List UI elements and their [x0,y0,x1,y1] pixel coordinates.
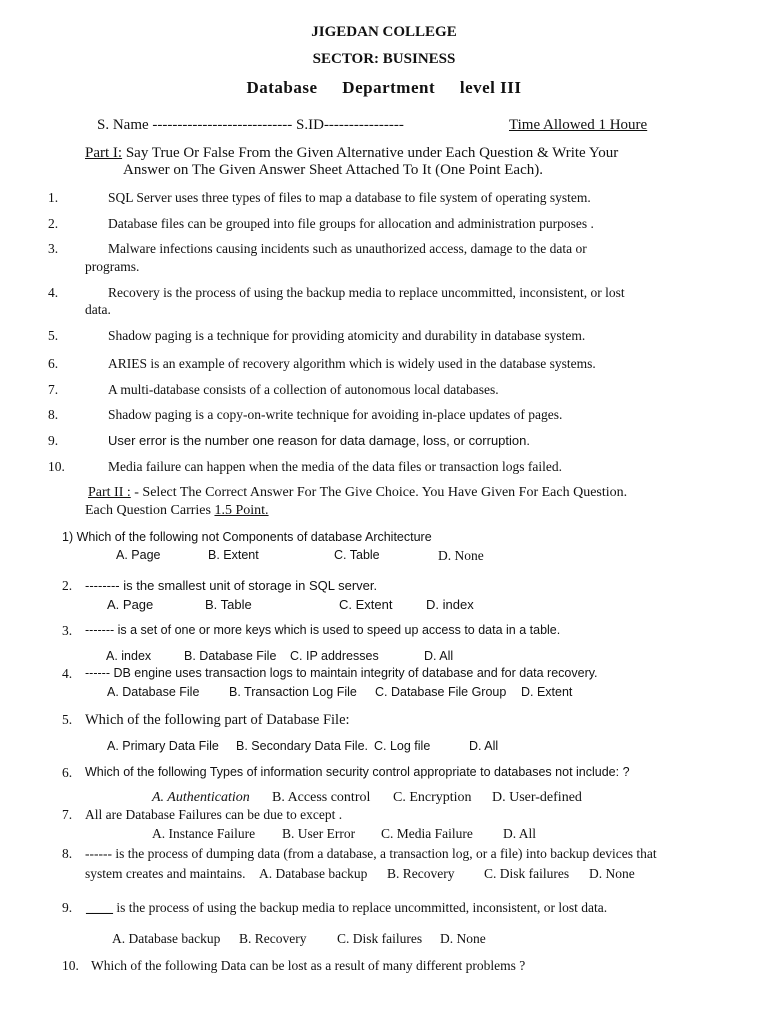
dept-word-level: level III [459,78,522,97]
question-4-text: ------ DB engine uses transaction logs to maintain integrity of database and for data recovery. [85,666,598,680]
question-text: Which of the following not Components of database Architecture [76,530,432,544]
question-text: is the process of using the backup media to replace uncommitted, inconsistent, or lost data. [113,900,608,915]
option-d: D. index [426,597,474,612]
option-d: D. All [503,826,537,841]
part2-instructions-line1 [88,485,627,501]
part1-instruction-text: Say True Or False From the Given Alternative under Each Question & Write Your [122,145,619,161]
list-item-text: Recovery is the process of using the backup media to replace uncommitted, inconsistent, or lost [108,285,625,300]
question-8-text: ------ is the process of dumping data (from a database, a transaction log, or a file) into backup devices that [85,846,657,861]
dept-word-department: Department [342,78,436,97]
item-number: 1. [48,190,59,205]
option-b: B. Access control [272,790,371,805]
option-d: D. All [424,649,454,663]
answer-blank: ____ [86,900,113,915]
option-b: B. Recovery [239,931,307,946]
option-c: C. Disk failures [337,931,423,946]
college-name: JIGEDAN COLLEGE [311,24,457,40]
option-a: A. Database File [107,685,200,699]
question-number: 10. [62,958,79,973]
option-c: C. Table [334,548,380,562]
list-item-text: Media failure can happen when the media of the data files or transaction logs failed. [108,459,562,474]
item-number: 9. [48,433,59,448]
list-item-text: Shadow paging is a copy-on-write technique for avoiding in-place updates of pages. [108,407,563,422]
part1-instructions-line1 [85,145,618,162]
question-number: 5. [62,712,73,727]
item-number: 7. [48,382,59,397]
list-item-text: SQL Server uses three types of files to map a database to file system of operating system. [108,190,591,205]
list-item-text: ARIES is an example of recovery algorithm which is widely used in the database systems. [108,356,596,371]
question-number: 7. [62,807,73,822]
option-d: D. User-defined [492,790,582,805]
question-5-text: Which of the following part of Database File: [85,712,350,728]
option-a: A. Instance Failure [152,826,256,841]
item-number: 6. [48,356,59,371]
question-10-text: Which of the following Data can be lost as a result of many different problems ? [91,958,526,973]
option-a: A. Page [107,597,154,612]
question-number: 3. [62,623,73,638]
list-item-text: A multi-database consists of a collection of autonomous local databases. [108,382,499,397]
option-c: C. Database File Group [375,685,507,699]
question-number: 6. [62,765,73,780]
question-1 [62,530,432,544]
option-c: C. Media Failure [381,826,473,841]
question-2-text: -------- is the smallest unit of storage in SQL server. [85,578,378,593]
option-a: A. Primary Data File [107,739,219,753]
item-number: 4. [48,285,59,300]
list-item-text-cont: data. [85,302,111,317]
option-d: D. All [469,739,499,753]
option-a: A. Database backup [259,866,368,881]
student-name-id-line: S. Name ---------------------------- S.ID---------------- [97,117,404,133]
item-number: 3. [48,241,59,256]
option-b: B. Recovery [387,866,455,881]
option-d: D. Extent [521,685,573,699]
part2-instruction-text: - Select The Correct Answer For The Give Choice. You Have Given For Each Question. [130,485,628,500]
option-d: D. None [589,866,635,881]
department-line [0,78,768,98]
list-item-text: User error is the number one reason for data damage, loss, or corruption. [108,433,530,448]
points-value: 1.5 Point. [214,503,269,518]
item-number: 2. [48,216,59,231]
option-b: B. Extent [208,548,259,562]
option-c: C. IP addresses [290,649,379,663]
list-item-text: Malware infections causing incidents such as unauthorized access, damage to the data or [108,241,587,256]
option-b: B. Database File [184,649,277,663]
option-a: A. Database backup [112,931,221,946]
list-item-text-cont: programs. [85,259,140,274]
question-9-text [86,900,607,916]
option-b: B. User Error [282,826,356,841]
item-number: 8. [48,407,59,422]
option-a: A. Authentication [152,790,250,805]
question-8-text-cont: system creates and maintains. [85,866,246,881]
option-d: D. None [440,931,486,946]
dept-word-database: Database [246,78,318,97]
question-7-text: All are Database Failures can be due to except . [85,807,343,822]
question-number: 1) [62,530,74,544]
time-allowed: Time Allowed 1 Houre [509,117,648,133]
option-a: A. Page [116,548,161,562]
part2-instruction-text2: Each Question Carries [85,503,215,518]
option-b: B. Secondary Data File. [236,739,369,753]
option-b: B. Transaction Log File [229,685,357,699]
option-c: C. Extent [339,597,393,612]
question-6-text: Which of the following Types of information security control appropriate to databases not include: ? [85,765,630,779]
question-number: 8. [62,846,73,861]
option-a: A. index [106,649,152,663]
part2-instructions-line2 [85,503,269,519]
part2-label: Part II : [88,485,131,500]
question-3-text: ------- is a set of one or more keys which is used to speed up access to data in a table. [85,623,561,637]
option-d: D. None [438,548,484,563]
item-number: 5. [48,328,59,343]
option-c: C. Encryption [393,790,472,805]
question-number: 9. [62,900,73,915]
item-number: 10. [48,459,65,474]
question-number: 2. [62,578,73,593]
question-number: 4. [62,666,73,681]
list-item-text: Database files can be grouped into file groups for allocation and administration purposes . [108,216,594,231]
part1-label: Part I: [85,145,123,161]
option-c: C. Disk failures [484,866,570,881]
list-item-text: Shadow paging is a technique for providing atomicity and durability in database system. [108,328,586,343]
part1-instructions-line2: Answer on The Given Answer Sheet Attached To It (One Point Each). [123,162,543,178]
option-b: B. Table [205,597,252,612]
list-item [48,190,58,206]
option-c: C. Log file [374,739,431,753]
sector-line: SECTOR: BUSINESS [312,51,456,67]
